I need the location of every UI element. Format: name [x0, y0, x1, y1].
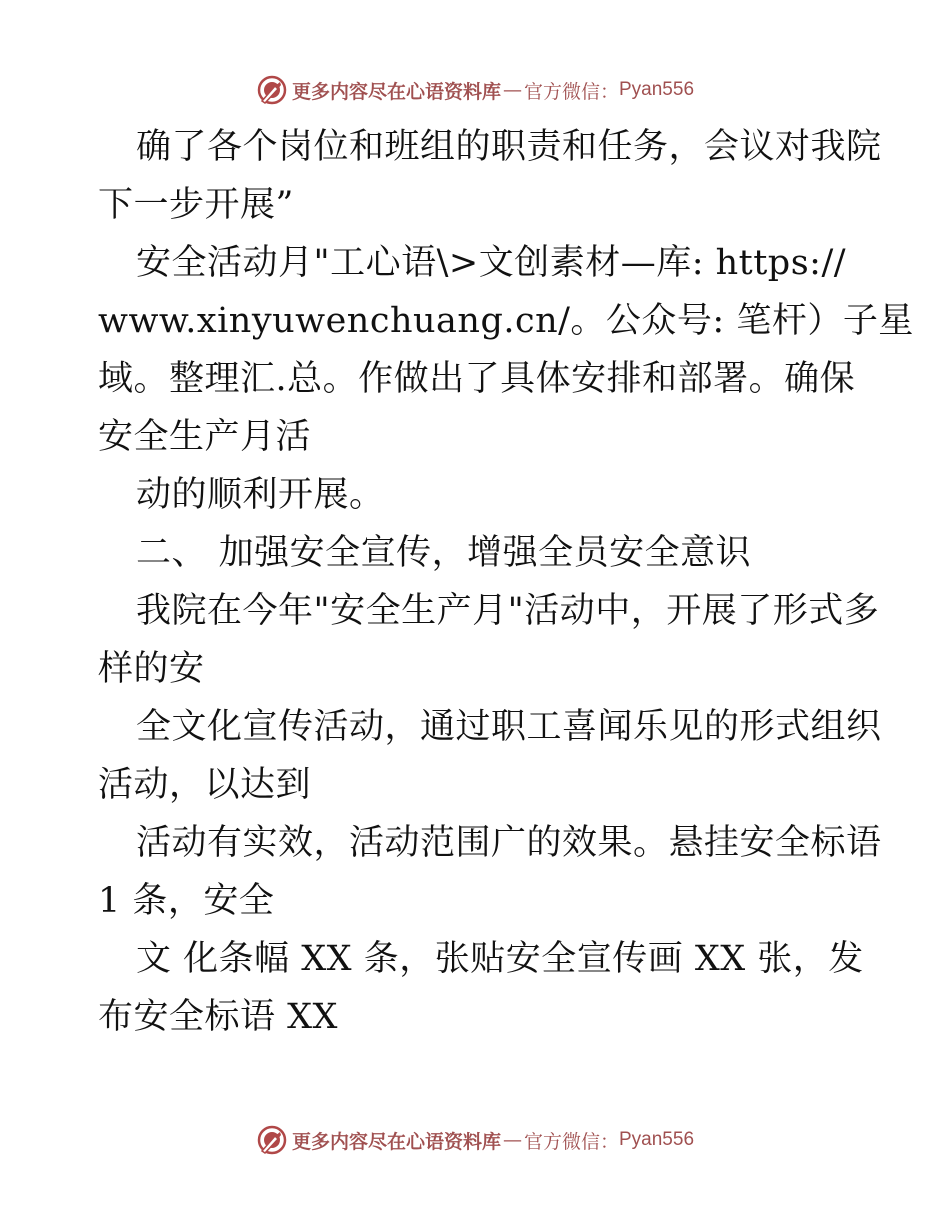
header-separator: — [502, 79, 522, 101]
footer-wechat-id: Pyan556 [619, 1129, 695, 1150]
footer-brand-text: 更多内容尽在心语资料库 [291, 1130, 501, 1153]
body-line: 下一步开展” [98, 185, 294, 225]
section-heading: 二、 加强安全宣传，增强全员安全意识 [136, 533, 752, 573]
header-banner [0, 70, 950, 110]
header-wechat-id: Pyan556 [619, 79, 695, 100]
body-line: www.xinyuwenchuang.cn/。公众号: 笔杆）子星 [98, 301, 914, 341]
document-body [98, 118, 914, 1046]
body-line: 活动，以达到 [98, 765, 312, 805]
body-line: 文 化条幅 XX 条，张贴安全宣传画 XX 张，发 [136, 939, 864, 979]
body-line: 全文化宣传活动，通过职工喜闻乐见的形式组织 [136, 707, 882, 747]
body-line: 布安全标语 XX [98, 997, 338, 1037]
footer-banner [0, 1120, 950, 1160]
body-line: 域。整理汇.总。作做出了具体安排和部署。确保 [98, 359, 856, 399]
body-line: 我院在今年"安全生产月"活动中，开展了形式多 [136, 591, 880, 631]
pen-seal-logo-icon [256, 74, 288, 106]
footer-wechat-label: 官方微信： [523, 1130, 619, 1153]
header-wechat-label: 官方微信： [523, 80, 619, 103]
footer-separator: — [502, 1129, 522, 1151]
pen-seal-logo-icon [256, 1124, 288, 1156]
body-line: 样的安 [98, 649, 205, 689]
header-brand-text: 更多内容尽在心语资料库 [291, 80, 501, 103]
body-line: 1 条，安全 [98, 881, 275, 921]
body-line: 确了各个岗位和班组的职责和任务，会议对我院 [136, 127, 882, 167]
body-line: 动的顺利开展。 [136, 475, 385, 515]
body-line: 活动有实效，活动范围广的效果。悬挂安全标语 [136, 823, 882, 863]
body-line: 安全活动月"工心语\>文创素材—库: https:// [136, 243, 847, 283]
body-line: 安全生产月活 [98, 417, 312, 457]
